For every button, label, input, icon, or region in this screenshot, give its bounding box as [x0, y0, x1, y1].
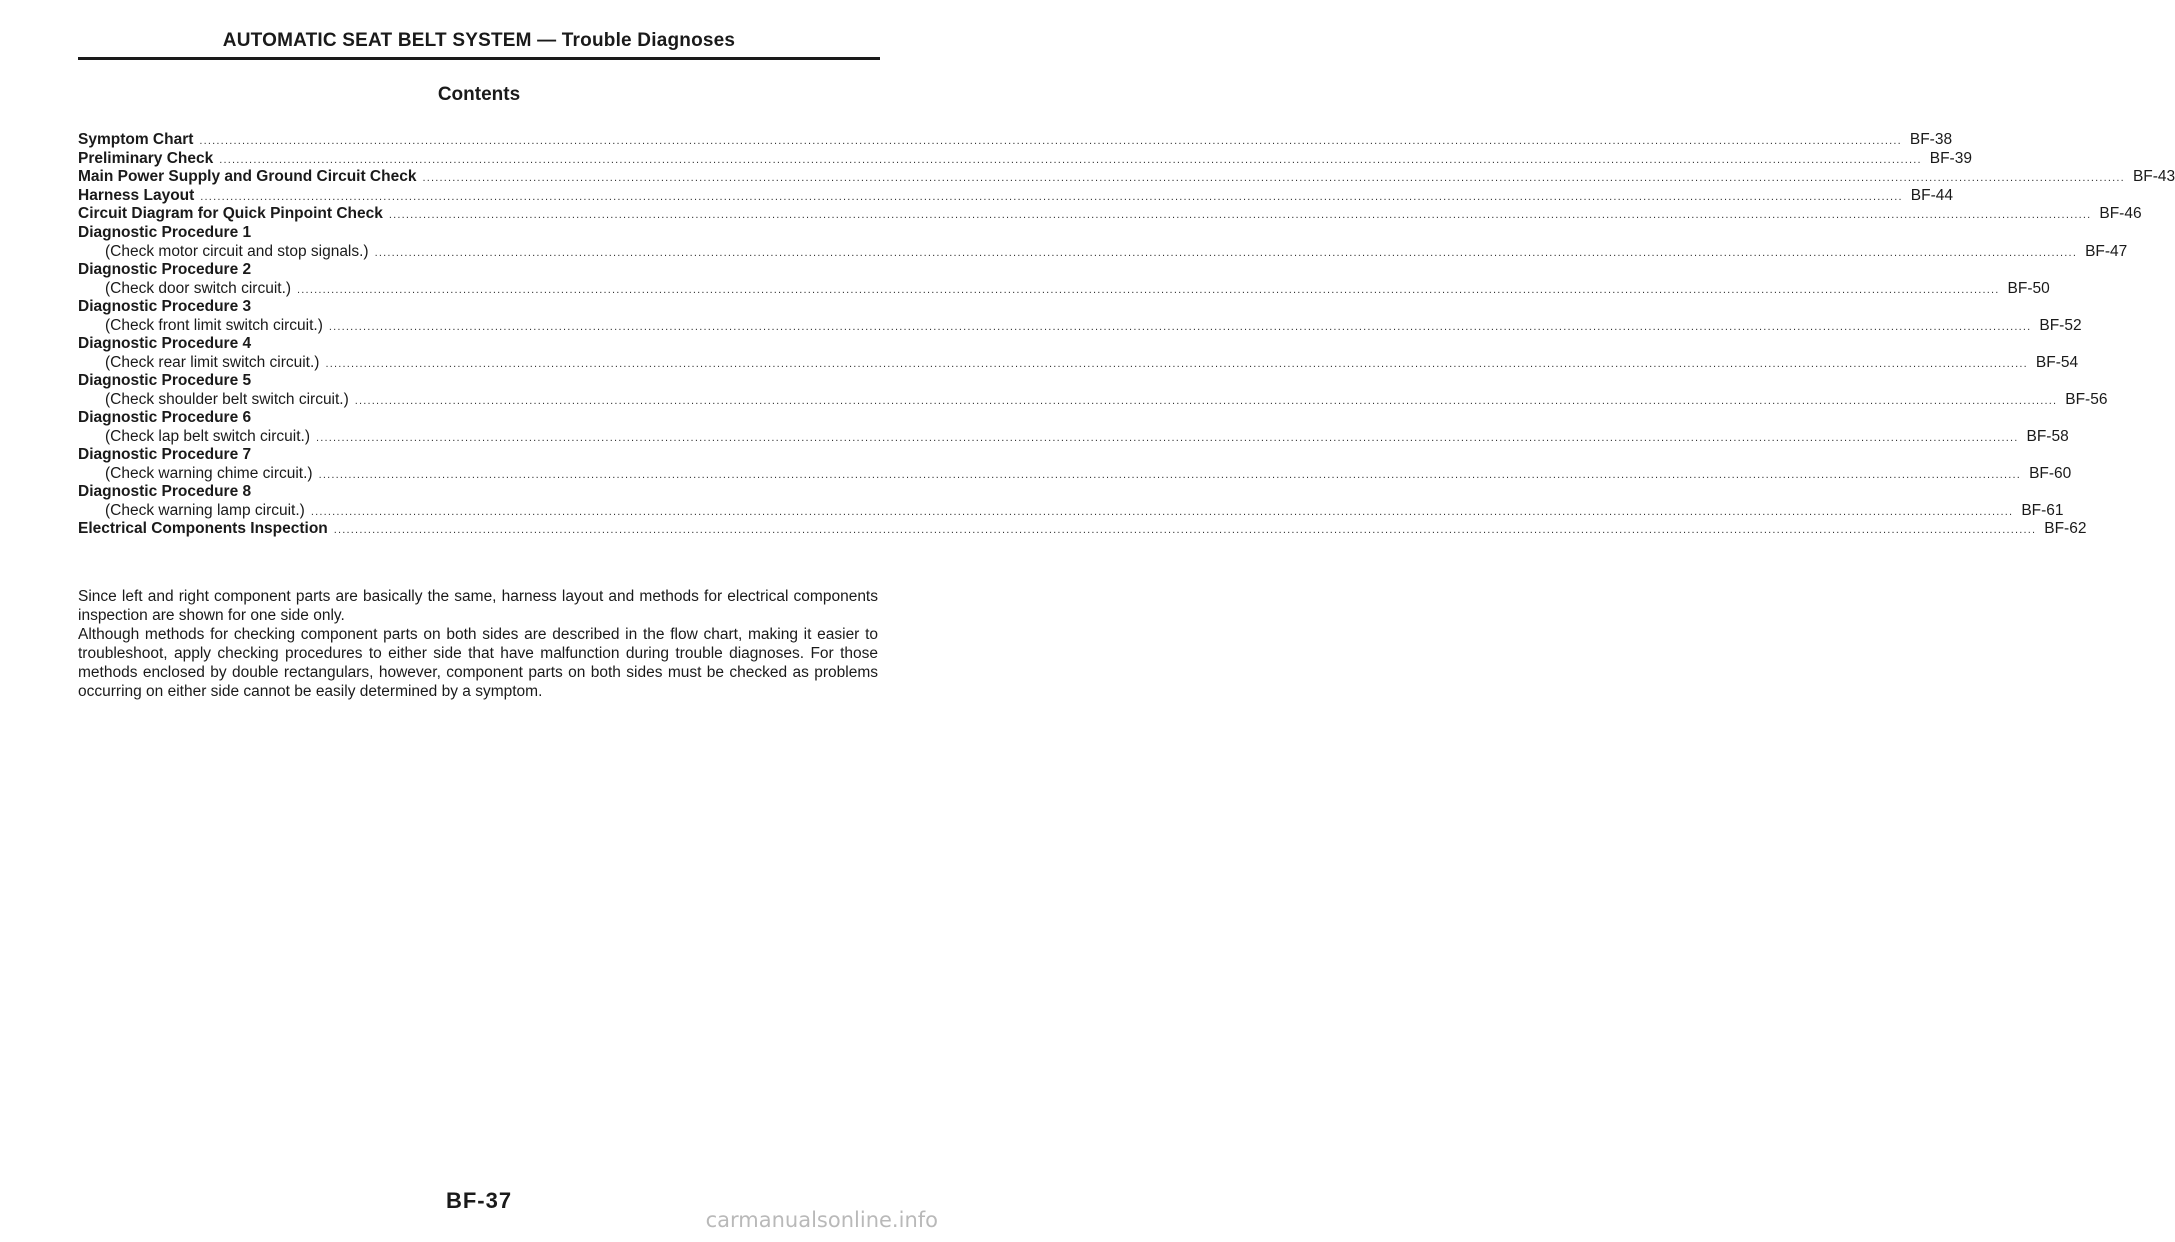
toc-page-number: BF-44 [1910, 186, 1953, 204]
page-header-title: AUTOMATIC SEAT BELT SYSTEM — Trouble Diagnoses [222, 30, 736, 51]
table-of-contents [78, 131, 2175, 539]
toc-page-number: BF-58 [2026, 427, 2069, 445]
toc-entry-label: Symptom Chart [78, 131, 194, 148]
toc-entry-label: (Check shoulder belt switch circuit.) [105, 390, 349, 408]
toc-dot-leader: ................................................................................................................................................................................................................................................................................................................................................................................................................ [200, 190, 1903, 203]
toc-dot-leader: ................................................................................................................................................................................................................................................................................................................................................................................................................ [318, 468, 2022, 481]
explanatory-note [78, 587, 878, 701]
toc-entry-label: (Check motor circuit and stop signals.) [105, 242, 369, 260]
note-paragraph-1: Since left and right component parts are basically the same, harness layout and methods for electrical components inspection are shown for one side only. [78, 588, 878, 624]
toc-page-number: BF-56 [2065, 390, 2108, 408]
toc-page-number: BF-46 [2099, 205, 2142, 223]
toc-entry[interactable] [78, 205, 2142, 224]
header-rule [78, 57, 880, 60]
toc-dot-leader: ................................................................................................................................................................................................................................................................................................................................................................................................................ [388, 209, 2092, 222]
toc-entry-label: (Check rear limit switch circuit.) [105, 353, 320, 371]
toc-section-heading [78, 409, 878, 427]
toc-entry-label: Preliminary Check [78, 149, 214, 167]
toc-section-heading [78, 446, 878, 464]
toc-entry[interactable] [78, 353, 2079, 372]
toc-page-number: BF-47 [2085, 242, 2128, 260]
page-number: BF-37 [445, 1188, 513, 1213]
toc-entry[interactable] [78, 390, 2108, 409]
toc-dot-leader: ................................................................................................................................................................................................................................................................................................................................................................................................................ [354, 394, 2058, 407]
toc-page-number: BF-38 [1909, 131, 1953, 148]
toc-dot-leader: ................................................................................................................................................................................................................................................................................................................................................................................................................ [422, 172, 2125, 185]
toc-page-number: BF-50 [2007, 279, 2050, 297]
toc-entry-label: (Check door switch circuit.) [105, 279, 292, 297]
toc-entry[interactable] [78, 316, 2082, 335]
toc-page-number: BF-61 [2021, 501, 2064, 519]
toc-dot-leader: ................................................................................................................................................................................................................................................................................................................................................................................................................ [316, 431, 2019, 444]
toc-page-number: BF-52 [2039, 316, 2082, 334]
toc-dot-leader: ................................................................................................................................................................................................................................................................................................................................................................................................................ [310, 505, 2014, 518]
toc-page-number: BF-62 [2044, 519, 2087, 537]
toc-entry-label: Diagnostic Procedure 5 [78, 371, 252, 389]
toc-dot-leader: ................................................................................................................................................................................................................................................................................................................................................................................................................ [333, 523, 2037, 536]
toc-entry[interactable] [78, 279, 2050, 298]
toc-dot-leader: ................................................................................................................................................................................................................................................................................................................................................................................................................ [219, 153, 1922, 166]
toc-section-heading [78, 483, 878, 501]
toc-entry[interactable] [78, 242, 2128, 261]
toc-entry-label: Diagnostic Procedure 2 [78, 260, 252, 278]
toc-entry[interactable] [78, 427, 2069, 446]
toc-page-number: BF-39 [1929, 149, 1972, 167]
toc-entry[interactable] [78, 186, 1953, 206]
toc-entry-label: (Check warning lamp circuit.) [105, 501, 305, 519]
toc-dot-leader: ................................................................................................................................................................................................................................................................................................................................................................................................................ [325, 357, 2028, 370]
toc-page-number: BF-60 [2029, 464, 2072, 482]
toc-section-heading [78, 372, 878, 390]
toc-entry-label: Diagnostic Procedure 3 [78, 297, 252, 315]
toc-entry-label: Circuit Diagram for Quick Pinpoint Check [78, 205, 383, 223]
toc-entry-label: (Check warning chime circuit.) [105, 464, 313, 482]
toc-entry[interactable] [78, 131, 1953, 150]
toc-section-heading [78, 224, 878, 242]
watermark: carmanualsonline.info [705, 1208, 938, 1232]
toc-section-heading [78, 335, 878, 353]
toc-dot-leader: ................................................................................................................................................................................................................................................................................................................................................................................................................ [199, 135, 1902, 147]
toc-entry[interactable] [78, 149, 1972, 169]
toc-section-heading [78, 298, 878, 316]
toc-entry[interactable] [78, 464, 2072, 483]
toc-entry-label: Electrical Components Inspection [78, 519, 328, 537]
toc-dot-leader: ................................................................................................................................................................................................................................................................................................................................................................................................................ [374, 246, 2078, 259]
toc-entry-label: Diagnostic Procedure 1 [78, 223, 252, 241]
toc-entry-label: Diagnostic Procedure 7 [78, 445, 252, 463]
toc-entry-label: Harness Layout [78, 186, 195, 204]
toc-section-heading [78, 261, 878, 279]
toc-entry-label: Main Power Supply and Ground Circuit Check [78, 168, 417, 186]
note-paragraph-2: Although methods for checking component parts on both sides are described in the flow chart, making it easier to troubleshoot, apply checking procedures to either side that have malfunction during trouble diagnoses. For those methods enclosed by double rectangulars, however, component parts on both sides must be checked as problems occurring on either side cannot be easily determined by a symptom. [78, 626, 878, 700]
toc-entry[interactable] [78, 519, 2087, 539]
toc-entry-label: Diagnostic Procedure 4 [78, 334, 252, 352]
toc-entry-label: Diagnostic Procedure 8 [78, 482, 252, 500]
toc-entry-label: (Check lap belt switch circuit.) [105, 427, 311, 445]
toc-entry[interactable] [78, 168, 2175, 187]
toc-entry-label: (Check front limit switch circuit.) [105, 316, 323, 334]
toc-page-number: BF-54 [2035, 353, 2079, 371]
toc-dot-leader: ................................................................................................................................................................................................................................................................................................................................................................................................................ [297, 283, 2000, 296]
toc-entry-label: Diagnostic Procedure 6 [78, 408, 252, 426]
contents-title: Contents [437, 84, 521, 105]
toc-dot-leader: ................................................................................................................................................................................................................................................................................................................................................................................................................ [328, 320, 2032, 333]
toc-entry[interactable] [78, 501, 2064, 520]
toc-page-number: BF-43 [2132, 168, 2175, 186]
